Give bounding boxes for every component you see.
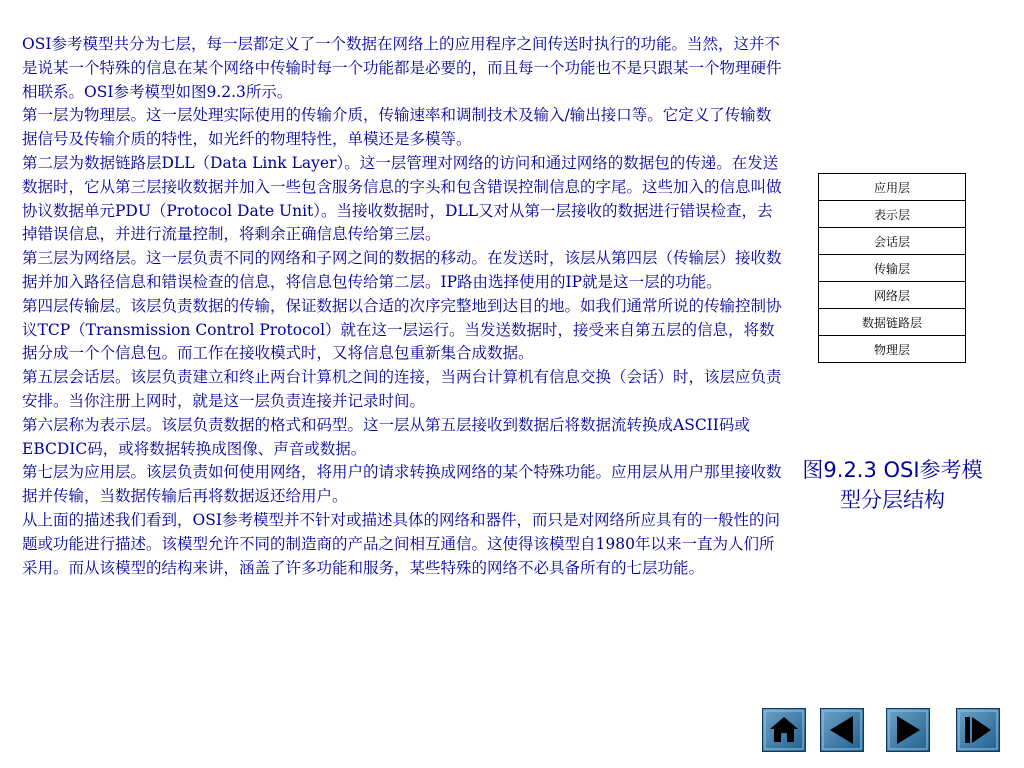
paragraph-layer-3: 第三层为网络层。这一层负责不同的网络和子网之间的数据的移动。在发送时，该层从第四层（传输层）接收数据并加入路径信息和错误检查的信息，将信息包传给第二层。IP路由选择使用的IP就是这一层的功能。 — [22, 249, 782, 291]
paragraph-intro: OSI参考模型共分为七层，每一层都定义了一个数据在网络上的应用程序之间传送时执行的功能。当然，这并不是说某一个特殊的信息在某个网络中传输时每一个功能都是必要的，而且每一个功能也不是只跟某一个物理硬件相联系。OSI参考模型如图9.2.3所示。 — [22, 35, 782, 101]
home-icon — [762, 708, 806, 752]
end-button[interactable] — [956, 708, 1000, 752]
paragraph-layer-7: 第七层为应用层。该层负责如何使用网络，将用户的请求转换成网络的某个特殊功能。应用层从用户那里接收数据并传输，当数据传输后再将数据返还给用户。 — [22, 463, 782, 506]
figure-caption: 图9.2.3 OSI参考模型分层结构 — [802, 458, 983, 512]
paragraph-layer-6: 第六层称为表示层。该层负责数据的格式和码型。这一层从第五层接收到数据后将数据流转换成ASCII码或EBCDIC码，或将数据转换成图像、声音或数据。 — [22, 415, 750, 458]
paragraph-layer-4: 第四层传输层。该层负责数据的传输，保证数据以合适的次序完整地到达目的地。如我们通常所说的传输控制协议TCP（Transmission Control Protocol）就在这一层运行。当发送数据时，接受来自第五层的信息，将数据分成一个个信息包。而工作在接收模式时，又将信息包重新集合成数据。 — [22, 296, 782, 363]
skip-end-icon — [956, 708, 1000, 752]
layer-network: 网络层 — [819, 282, 966, 309]
osi-layer-diagram — [818, 173, 966, 363]
next-button[interactable] — [886, 708, 930, 752]
triangle-left-icon — [820, 708, 864, 752]
layer-physical: 物理层 — [819, 336, 966, 363]
layer-session: 会话层 — [819, 228, 966, 255]
paragraph-layer-5: 第五层会话层。该层负责建立和终止两台计算机之间的连接，当两台计算机有信息交换（会话）时，该层应负责安排。当你注册上网时，就是这一层负责连接并记录时间。 — [22, 368, 782, 410]
paragraph-layer-1: 第一层为物理层。这一层处理实际使用的传输介质，传输速率和调制技术及输入/输出接口等。它定义了传输数据信号及传输介质的特性，如光纤的物理特性，单模还是多模等。 — [22, 106, 772, 149]
body-text — [22, 33, 782, 580]
triangle-right-icon — [886, 708, 930, 752]
layer-application: 应用层 — [819, 174, 966, 201]
layer-data-link: 数据链路层 — [819, 309, 966, 336]
layer-presentation: 表示层 — [819, 201, 966, 228]
paragraph-layer-2: 第二层为数据链路层DLL（Data Link Layer）。这一层管理对网络的访问和通过网络的数据包的传递。在发送数据时，它从第三层接收数据并加入一些包含服务信息的字头和包含错误控制信息的字尾。这些加入的信息叫做协议数据单元PDU（Protocol Date Unit）。当接收数据时，DLL又对从第一层接收的数据进行错误检查，去掉错误信息，并进行流量控制，将剩余正确信息传给第三层。 — [22, 153, 782, 244]
layer-transport: 传输层 — [819, 255, 966, 282]
home-button[interactable] — [762, 708, 806, 752]
back-button[interactable] — [820, 708, 864, 752]
paragraph-summary: 从上面的描述我们看到，OSI参考模型并不针对或描述具体的网络和器件，而只是对网络所应具有的一般性的问题或功能进行描述。该模型允许不同的制造商的产品之间相互通信。这使得该模型自1980年以来一直为人们所采用。而从该模型的结构来讲，涵盖了许多功能和服务，某些特殊的网络不必具备所有的七层功能。 — [22, 510, 780, 577]
